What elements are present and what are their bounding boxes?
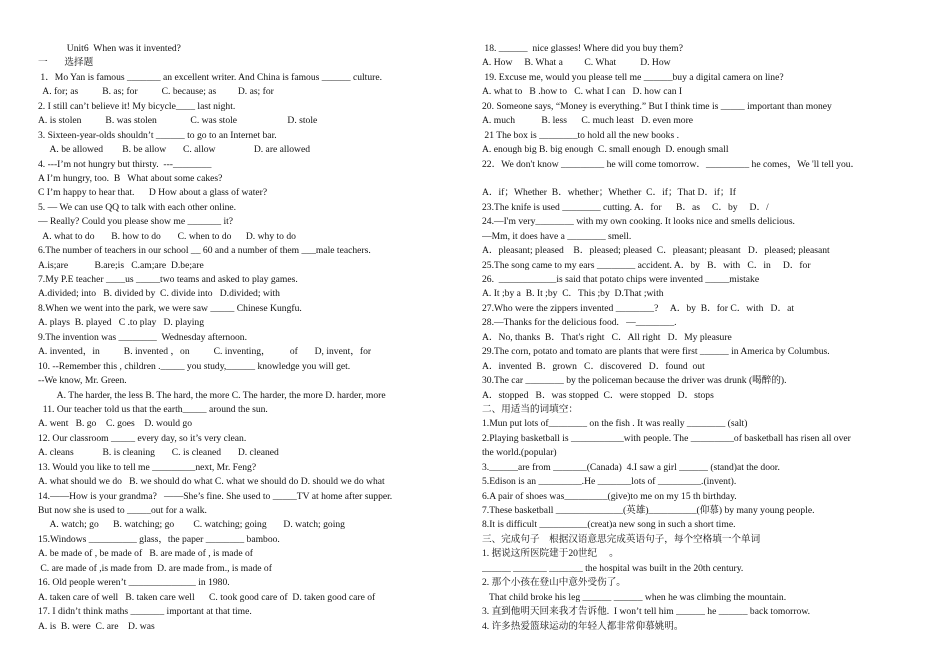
right-line-9: 22．We don't know _________ he will come tomorrow．_________ he comes，We 'll tell you． [482, 158, 861, 170]
left-line-14: A. what to do B. how to do C. when to do D. why to do [38, 230, 296, 242]
right-line-13: 24.—I'm very________ with my own cooking. It looks nice and smells delicious. [482, 216, 795, 228]
right-line-21: A．No, thanks B．That's right C．All right D．My pleasure [482, 331, 732, 343]
right-line-30: 3.______are from _______(Canada) 4.I saw a girl ______ (stand)at the door. [482, 461, 780, 473]
left-line-19: 8.When we went into the park, we were saw _____ Chinese Kungfu. [38, 302, 302, 314]
left-column [38, 42, 468, 634]
right-line-38: 2. 那个小孩在登山中意外受伤了。 [482, 577, 626, 589]
left-line-2: 一 选择题 [38, 57, 94, 69]
left-line-5: 2. I still can’t believe it! My bicycle____ last night. [38, 100, 236, 112]
left-line-15: 6.The number of teachers in our school __ 60 and a number of them ___male teachers. [38, 245, 371, 257]
right-line-1: 18. ______ nice glasses! Where did you buy them? [482, 43, 683, 54]
left-line-4: A. for; as B. as; for C. because; as D. as; for [38, 86, 274, 98]
left-line-30: 13. Would you like to tell me _________next, Mr. Feng? [38, 461, 257, 473]
right-line-2: A. How B. What a C. What D. How [482, 57, 671, 69]
left-line-34: A. watch; go B. watching; go C. watching; going D. watch; going [38, 519, 345, 531]
right-line-33: 7.These basketball ______________(英雄)__________(仰慕) by many young people. [482, 505, 815, 516]
left-line-6: A. is stolen B. was stolen C. was stole D. stole [38, 115, 318, 127]
right-line-29: the world.(popular) [482, 447, 557, 459]
left-line-11: C I’m happy to hear that. D How about a glass of water? [38, 187, 268, 199]
right-line-26: 二、用适当的词填空： [482, 403, 578, 415]
right-line-28: 2.Playing basketball is ___________with people. The _________of basketball has risen all over [482, 432, 851, 444]
left-line-24: --We know, Mr. Green. [38, 375, 127, 387]
right-line-40: 3. 直到他明天回来我才告诉他. I won’t tell him ______ he ______ back tomorrow. [482, 606, 811, 618]
left-line-7: 3. Sixteen-year-olds shouldn’t ______ to go to an Internet bar. [38, 129, 277, 141]
left-line-26: 11. Our teacher told us that the earth_____ around the sun. [38, 403, 268, 415]
right-line-6: A. much B. less C. much least D. even more [482, 115, 694, 127]
left-line-29: A. cleans B. is cleaning C. is cleaned D. cleaned [38, 447, 279, 459]
left-line-21: 9.The invention was ________ Wednesday afternoon. [38, 331, 248, 343]
left-line-8: A. be allowed B. be allow C. allow D. are allowed [38, 144, 311, 156]
left-line-3: 1．Mo Yan is famous _______ an excellent writer. And China is famous ______ culture. [38, 71, 383, 83]
right-line-24: 30.The car ________ by the policeman because the driver was drunk (喝醉的). [482, 375, 787, 387]
left-line-27: A. went B. go C. goes D. would go [38, 418, 193, 430]
right-line-23: A．invented B．grown C．discovered D．found out [482, 360, 705, 372]
right-line-16: 25.The song came to my ears ________ accident. A．by B．with C．in D．for [482, 259, 811, 271]
right-line-31: 5.Edison is an _________.He _______lots of _________.(invent). [482, 476, 737, 488]
right-line-39: That child broke his leg ______ ______ when he was climbing the mountain. [482, 591, 787, 603]
left-line-38: 16. Old people weren’t ______________ in 1980. [38, 577, 230, 589]
right-line-22: 29.The corn, potato and tomato are plants that were first ______ in America by Columbus. [482, 346, 830, 358]
left-line-16: A.is;are B.are;is C.am;are D.be;are [38, 259, 204, 271]
right-line-14: —Mm, it does have a ________ smell. [482, 230, 632, 242]
right-line-20: 28.—Thanks for the delicious food. —________. [482, 317, 677, 329]
right-column [482, 42, 942, 634]
left-line-1: Unit6 When was it invented? [38, 43, 181, 54]
left-line-40: 17. I didn’t think maths _______ important at that time. [38, 606, 252, 618]
left-line-12: 5. — We can use QQ to talk with each other online. [38, 201, 237, 213]
right-line-7: 21 The box is ________to hold all the new books . [482, 129, 680, 141]
right-line-37: ______ _______ _______ the hospital was built in the 20th century. [482, 562, 744, 574]
left-line-35: 15.Windows __________ glass，the paper ________ bamboo. [38, 533, 280, 545]
left-line-37: C. are made of ,is made from D. are made from., is made of [38, 562, 272, 574]
left-line-22: A. invented，in B. invented ，on C. inventing， of D, invent，for [38, 346, 372, 358]
right-line-15: A．pleasant; pleased B．pleased; pleased C．pleasant; pleasant D．pleased; pleasant [482, 245, 830, 257]
right-line-4: A. what to B .how to C. what I can D. how can I [482, 86, 683, 98]
left-line-9: 4. ---I’m not hungry but thirsty. ---________ [38, 158, 212, 170]
left-line-25: A. The harder, the less B. The hard, the more C. The harder, the more D. harder, more [38, 389, 386, 401]
left-line-41: A. is B. were C. are D. was [38, 620, 155, 632]
right-line-27: 1.Mun put lots of________ on the fish . It was really ________ (salt) [482, 418, 748, 430]
right-line-8: A. enough big B. big enough C. small enough D. enough small [482, 144, 729, 156]
right-line-19: 27.Who were the zippers invented ________? A．by B．for C．with D．at [482, 302, 795, 314]
right-line-35: 三、完成句子 根据汉语意思完成英语句子，每个空格填一个单词 [482, 533, 761, 545]
right-line-12: 23.The knife is used ________ cutting. A．for B．as C．by D．/ [482, 201, 769, 213]
left-line-18: A.divided; into B. divided by C. divide into D.divided; with [38, 288, 280, 300]
right-line-11: A．if；Whether B．whether；Whether C．if；That D．if；If [482, 187, 736, 199]
right-line-36: 1. 据说这所医院建于20世纪 。 [482, 548, 619, 560]
left-line-36: A. be made of , be made of B. are made of , is made of [38, 548, 253, 560]
right-line-3: 19. Excuse me, would you please tell me ______buy a digital camera on line? [482, 71, 784, 83]
left-line-17: 7.My P.E teacher ____us _____two teams and asked to play games. [38, 274, 298, 285]
left-line-10: A I’m hungry, too. B What about some cakes? [38, 172, 223, 184]
left-line-20: A. plays B. played C .to play D. playing [38, 317, 205, 329]
right-line-5: 20. Someone says, “Money is everything.” But I think time is _____ important than money [482, 100, 832, 112]
right-line-41: 4. 许多热爱篮球运动的年轻人都非常仰慕姚明。 [482, 620, 684, 632]
right-line-32: 6.A pair of shoes was_________(give)to me on my 15 th birthday. [482, 490, 737, 502]
right-line-17: 26. ____________is said that potato chips were invented _____mistake [482, 274, 760, 285]
left-line-39: A. taken care of well B. taken care well C. took good care of D. taken good care of [38, 591, 376, 603]
left-line-13: — Really? Could you please show me _______ it? [38, 216, 234, 228]
left-line-31: A. what should we do B. we should do what C. what we should do D. should we do what [38, 476, 385, 488]
left-line-28: 12. Our classroom _____ every day, so it’s very clean. [38, 432, 247, 444]
right-line-25: A．stopped B．was stopped C．were stopped D．stops [482, 389, 714, 401]
right-line-18: A. It ;by a B. It ;by C. This ;by D.That ;with [482, 288, 664, 300]
right-line-10 [482, 172, 942, 186]
left-line-32: 14.——How is your grandma? ——She’s fine. She used to _____TV at home after supper. [38, 490, 393, 502]
left-line-33: But now she is used to _____out for a walk. [38, 505, 207, 516]
right-line-34: 8.It is difficult __________(creat)a new song in such a short time. [482, 519, 736, 531]
left-line-23: 10. --Remember this , children ._____ you study,______ knowledge you will get. [38, 360, 351, 372]
